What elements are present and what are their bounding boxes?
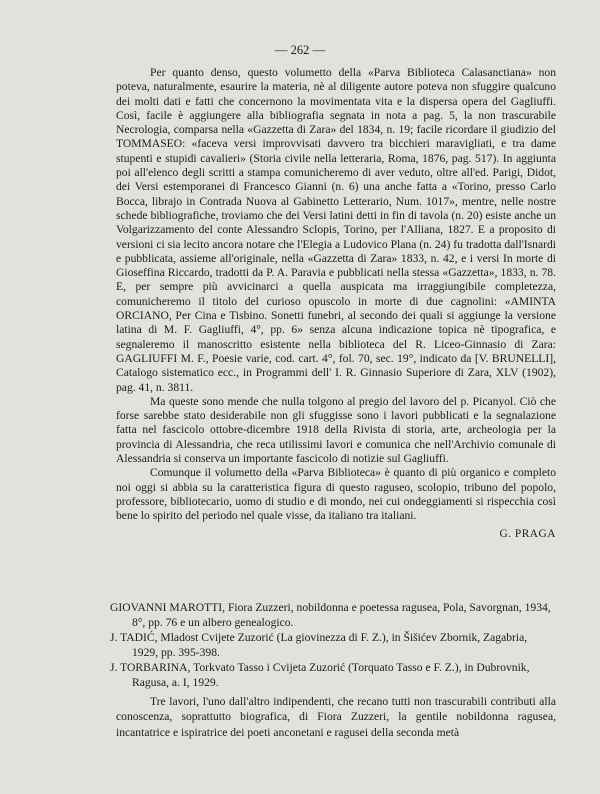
page-number: — 262 —	[275, 43, 325, 57]
paragraph-conclusion: Comunque il volumetto della «Parva Biblioteca» è quanto di più organico e completo noi oggi si abbia su la caratteristica figura di questo raguseo, scolopio, tribuno del popolo, professore, bibliotecario, uomo di studio e di mondo, nei cui ondeggiamenti si rispecchia così bene lo spirito del periodo nel quale visse, da italiano tra italiani.	[116, 466, 556, 523]
signature-name: G. PRAGA	[499, 527, 556, 540]
closing-paragraph: Tre lavori, l'uno dall'altro indipendenti, che recano tutti non trascurabili contributi alla conoscenza, soprattutto biografica, di Fiora Zuzzeri, la gentile nobildonna ragusea, incantatrice e ispiratrice dei poeti anconetani e ragusei della seconda metà	[116, 695, 556, 739]
bibliography-list	[110, 601, 556, 691]
bibliography-entry-marotti: GIOVANNI MAROTTI, Fiora Zuzzeri, nobildonna e poetessa ragusea, Pola, Savorgnan, 1934, 8°, pp. 76 e un albero genealogico.	[110, 601, 551, 629]
author-signature	[116, 527, 556, 541]
closing-section	[116, 694, 556, 740]
bibliography-entry-tadic: J. TADIĆ, Mladost Cvijete Zuzorić (La giovinezza di F. Z.), in Šišićev Zbornik, Zagabria, 1929, pp. 395-398.	[110, 631, 528, 659]
paragraph-additions: Per quanto denso, questo volumetto della «Parva Biblioteca Calasanctiana» non poteva, naturalmente, esaurire la materia, nè al diligente autore poteva non sfuggire qualcuno dei molti dati e fatti che concernono la movimentata vita e la dispersa opera del Gagliuffi. Così, facile è aggiungere alla bibliografia segnata in nota a pag. 5, la non trascurabile Necrologia, comparsa nella «Gazzetta di Zara» del 1834, n. 19; facile ricordare il giudizio del TOMMASEO: «faceva versi improvvisati davvero tra bicchieri maravigliati, e tra dame stupenti e stupidi cavalieri» (Storia civile nella letteraria, Roma, 1876, pag. 517). In aggiunta poi all'elenco degli scritti a stampa comunicheremo di aver veduto, oltre all'ed. Parigi, Didot, dei Versi estemporanei di Francesco Gianni (n. 6) una anche fatta a «Torino, presso Carlo Bocca, librajo in Contrada Nuova al Gabinetto Letterario, Num. 1017», mentre, nelle nostre schede bibliografiche, troviamo che dei Versi latini detti in fin di tavola (n. 20) esiste anche un Volgarizzamento del conte Alessandro Sclopis, Torino, per l'Alliana, 1827. E a proposito di versioni ci sia lecito ancora notare che l'Elegia a Ludovico Plana (n. 24) fu tradotta dall'Isnardi e pubblicata, assieme all'originale, nella «Gazzetta di Zara» 1833, n. 42, e i versi In morte di Gioseffina Riccardo, tradotti da P. A. Paravia e pubblicati nella stessa «Gazzetta», 1833, n. 78. E, per sempre più avvicinarci a quella auspicata ma irraggiungibile completezza, comunicheremo il titolo del curioso opuscolo in morte di due cagnolini: «AMINTA ORCIANO, Per Cina e Tisbino. Sonetti funebri, al secondo dei quali si aggiunge la versione latina di M. F. Gagliuffi, 4°, pp. 6» senza alcuna indicazione topica nè tipografica, e segnaleremo il manoscritto esistente nella biblioteca del R. Liceo-Ginnasio di Zara: GAGLIUFFI M. F., Poesie varie, cod. cart. 4°, fol. 70, sec. 19°, indicato da [V. BRUNELLI], Catalogo sistematico ecc., in Programmi dell' I. R. Ginnasio Superiore di Zara, XLV (1902), pag. 41, n. 3811.	[116, 66, 556, 394]
paragraph-omissions: Ma queste sono mende che nulla tolgono al pregio del lavoro del p. Picanyol. Ciò che forse sarebbe stato desiderabile non gli sfuggisse sono i lavori pubblicati e la segnalazione fatta nel fascicolo ottobre-dicembre 1918 della Rivista di storia, arte, archeologia per la provincia di Alessandria, che reca utilissimi lavori e comunica che nell'Archivio comunale di Alessandria si conserva un importante fascicolo di notizie sul Gagliuffi.	[116, 394, 556, 466]
review-body	[116, 66, 556, 541]
bibliography-entry-torbarina: J. TORBARINA, Torkvato Tasso i Cvijeta Zuzorić (Torquato Tasso e F. Z.), in Dubrovnik, Ragusa, a. I, 1929.	[110, 661, 530, 689]
